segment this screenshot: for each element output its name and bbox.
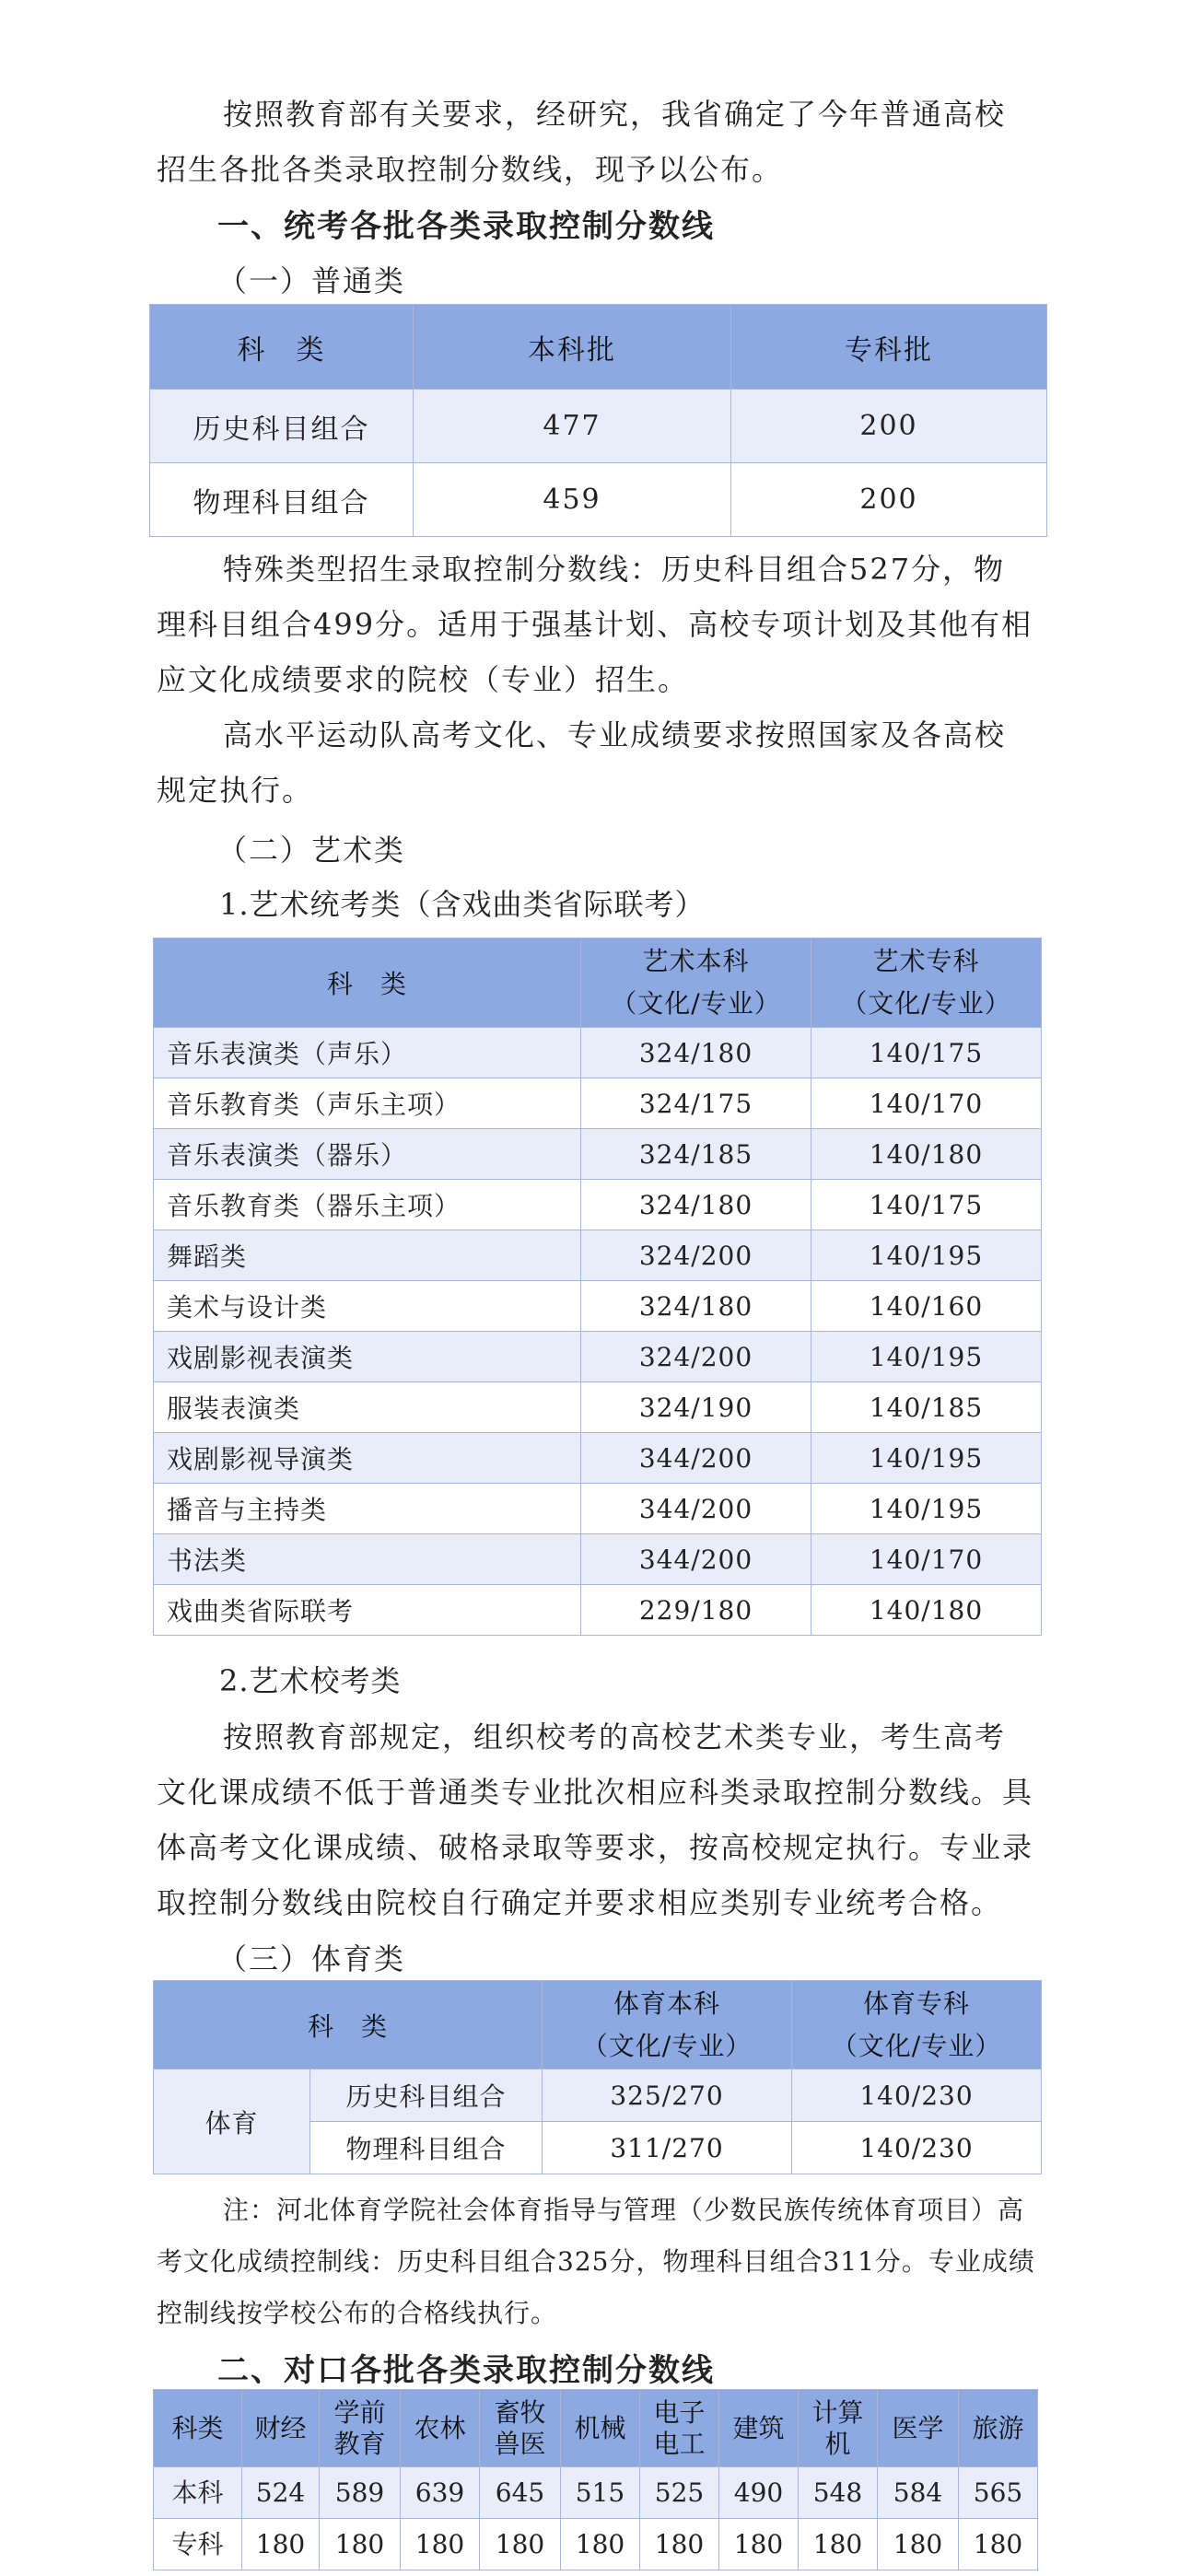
header-line: 兽医	[494, 2428, 546, 2459]
header-cell	[154, 2390, 242, 2467]
cell-score: 180	[401, 2519, 480, 2570]
cell-subject: 音乐表演类（声乐）	[154, 1028, 581, 1078]
cell-bachelor: 324/200	[581, 1332, 811, 1382]
cell-college: 140/175	[811, 1180, 1042, 1230]
cell-score: 524	[242, 2467, 320, 2519]
cell-subject: 戏剧影视表演类	[154, 1332, 581, 1382]
cell-college: 200	[731, 463, 1047, 537]
art-school-paragraph: 按照教育部规定，组织校考的高校艺术类专业，考生高考文化课成绩不低于普通类专业批次相应科类录取控制分数线。具体高考文化课成绩、破格录取等要求，按高校规定执行。专业录取控制分数线由院校自行确定并要求相应类别专业统考合格。	[157, 1719, 1034, 1920]
header-line: 机	[824, 2428, 851, 2459]
table-row	[154, 1433, 1042, 1484]
table-row	[154, 1484, 1042, 1534]
header-art-bachelor	[581, 938, 811, 1028]
cell-college: 140/185	[811, 1382, 1042, 1433]
cell-bachelor: 324/200	[581, 1230, 811, 1281]
cell-score: 515	[561, 2467, 640, 2519]
table-row	[154, 1129, 1042, 1180]
header-cell	[640, 2390, 719, 2467]
header-subject: 科 类	[150, 305, 414, 390]
cell-score: 180	[878, 2519, 959, 2570]
table-row	[154, 1028, 1042, 1078]
cell-score: 180	[480, 2519, 561, 2570]
header-line: 电工	[653, 2428, 706, 2459]
cell-score: 180	[320, 2519, 401, 2570]
table-header-row	[154, 2390, 1038, 2467]
cell-subject: 物理科目组合	[150, 463, 414, 537]
cell-college: 140/170	[811, 1078, 1042, 1129]
subsection-pe-title: （三）体育类	[217, 1941, 406, 1976]
cell-subject: 历史科目组合	[310, 2069, 543, 2122]
cell-college: 140/195	[811, 1332, 1042, 1382]
cell-college: 140/175	[811, 1028, 1042, 1078]
header-line: 教育	[333, 2428, 386, 2459]
cell-subject: 美术与设计类	[154, 1281, 581, 1332]
art-score-table	[153, 938, 1042, 1636]
cell-score: 180	[561, 2519, 640, 2570]
subsection-general-title: （一）普通类	[217, 263, 406, 298]
header-line: 医学	[892, 2412, 944, 2443]
header-line: （文化/专业）	[581, 2030, 753, 2061]
pe-score-table	[153, 1980, 1042, 2174]
header-line: 体育专科	[863, 1987, 971, 2019]
header-line: 科类	[171, 2412, 224, 2443]
section-1-title: 一、统考各批各类录取控制分数线	[217, 208, 715, 245]
cell-college: 140/195	[811, 1484, 1042, 1534]
cell-score: 589	[320, 2467, 401, 2519]
header-subject: 科 类	[154, 1981, 543, 2069]
cell-college: 140/195	[811, 1433, 1042, 1484]
header-college: 专科批	[731, 305, 1047, 390]
cell-subject: 音乐教育类（器乐主项）	[154, 1180, 581, 1230]
section-2-title: 二、对口各批各类录取控制分数线	[217, 2352, 715, 2389]
cell-subject: 物理科目组合	[310, 2122, 543, 2174]
cell-subject: 音乐教育类（声乐主项）	[154, 1078, 581, 1129]
pe-note: 注：河北体育学院社会体育指导与管理（少数民族传统体育项目）高考文化成绩控制线：历史科目组合325分，物理科目组合311分。专业成绩控制线按学校公布的合格线执行。	[157, 2195, 1035, 2328]
cell-score: 180	[959, 2519, 1038, 2570]
cell-level: 专科	[154, 2519, 242, 2570]
cell-bachelor: 344/200	[581, 1484, 811, 1534]
header-line: 体育本科	[613, 1987, 721, 2019]
cell-score: 565	[959, 2467, 1038, 2519]
table-header-row	[150, 305, 1047, 390]
cell-score: 525	[640, 2467, 719, 2519]
table-row	[150, 390, 1047, 463]
vocational-score-table	[153, 2389, 1038, 2570]
table-row	[154, 1281, 1042, 1332]
cell-subject: 音乐表演类（器乐）	[154, 1129, 581, 1180]
table-header-row	[154, 1981, 1042, 2069]
cell-bachelor: 324/175	[581, 1078, 811, 1129]
subsection-art-title: （二）艺术类	[217, 833, 406, 868]
cell-subject: 书法类	[154, 1534, 581, 1585]
header-cell	[401, 2390, 480, 2467]
cell-college: 140/180	[811, 1585, 1042, 1636]
table-header-row	[154, 938, 1042, 1028]
header-line: （文化/专业）	[831, 2030, 1002, 2061]
cell-bachelor: 344/200	[581, 1534, 811, 1585]
header-pe-bachelor	[543, 1981, 792, 2069]
cell-bachelor: 459	[414, 463, 731, 537]
cell-bachelor: 229/180	[581, 1585, 811, 1636]
header-line: 计算	[811, 2396, 864, 2428]
header-line: 艺术专科	[872, 946, 980, 976]
intro-paragraph: 按照教育部有关要求，经研究，我省确定了今年普通高校招生各批各类录取控制分数线，现予以公布。	[157, 97, 1007, 187]
header-art-college	[811, 938, 1042, 1028]
header-line: 财经	[254, 2412, 307, 2443]
table-row	[154, 1585, 1042, 1636]
header-line: 机械	[574, 2412, 626, 2443]
cell-bachelor: 477	[414, 390, 731, 463]
table-row	[154, 1534, 1042, 1585]
cell-bachelor: 325/270	[543, 2069, 792, 2122]
cell-subject: 播音与主持类	[154, 1484, 581, 1534]
pe-group-label: 体育	[154, 2069, 310, 2174]
header-line: 旅游	[972, 2412, 1024, 2443]
table-row	[154, 1180, 1042, 1230]
cell-college: 140/160	[811, 1281, 1042, 1332]
table-row	[154, 1230, 1042, 1281]
cell-score: 548	[799, 2467, 878, 2519]
cell-bachelor: 344/200	[581, 1433, 811, 1484]
header-bachelor: 本科批	[414, 305, 731, 390]
cell-subject: 历史科目组合	[150, 390, 414, 463]
cell-subject: 戏曲类省际联考	[154, 1585, 581, 1636]
sports-team-paragraph: 高水平运动队高考文化、专业成绩要求按照国家及各高校规定执行。	[157, 717, 1007, 808]
table-row	[150, 463, 1047, 537]
art-unified-title: 1.艺术统考类（含戏曲类省际联考）	[219, 887, 706, 922]
art-school-title: 2.艺术校考类	[219, 1663, 402, 1698]
table-row	[154, 1382, 1042, 1433]
header-cell	[799, 2390, 878, 2467]
header-line: 电子	[653, 2396, 706, 2428]
header-line: 建筑	[732, 2412, 785, 2443]
cell-score: 584	[878, 2467, 959, 2519]
header-line: （文化/专业）	[611, 988, 781, 1019]
cell-college: 140/230	[792, 2069, 1042, 2122]
cell-college: 140/170	[811, 1534, 1042, 1585]
cell-score: 180	[242, 2519, 320, 2570]
header-line: 学前	[333, 2396, 386, 2428]
header-cell	[242, 2390, 320, 2467]
cell-score: 639	[401, 2467, 480, 2519]
cell-bachelor: 324/180	[581, 1281, 811, 1332]
header-line: 艺术本科	[642, 946, 750, 976]
cell-college: 140/195	[811, 1230, 1042, 1281]
cell-score: 180	[799, 2519, 878, 2570]
general-score-table	[149, 304, 1047, 537]
header-cell	[320, 2390, 401, 2467]
header-line: （文化/专业）	[841, 988, 1011, 1019]
cell-college: 140/230	[792, 2122, 1042, 2174]
header-cell	[878, 2390, 959, 2467]
special-type-paragraph: 特殊类型招生录取控制分数线：历史科目组合527分，物理科目组合499分。适用于强基计划、高校专项计划及其他有相应文化成绩要求的院校（专业）招生。	[157, 552, 1033, 697]
cell-college: 140/180	[811, 1129, 1042, 1180]
table-row	[154, 2467, 1038, 2519]
header-pe-college	[792, 1981, 1042, 2069]
table-row	[154, 2519, 1038, 2570]
header-cell	[959, 2390, 1038, 2467]
cell-bachelor: 324/180	[581, 1180, 811, 1230]
cell-score: 180	[640, 2519, 719, 2570]
header-cell	[561, 2390, 640, 2467]
cell-bachelor: 324/190	[581, 1382, 811, 1433]
cell-subject: 服装表演类	[154, 1382, 581, 1433]
cell-score: 490	[719, 2467, 799, 2519]
table-row	[154, 1078, 1042, 1129]
cell-bachelor: 311/270	[543, 2122, 792, 2174]
cell-score: 180	[719, 2519, 799, 2570]
cell-bachelor: 324/180	[581, 1028, 811, 1078]
header-line: 农林	[414, 2412, 466, 2443]
header-cell	[719, 2390, 799, 2467]
cell-college: 200	[731, 390, 1047, 463]
table-row	[154, 1332, 1042, 1382]
header-cell	[480, 2390, 561, 2467]
cell-subject: 舞蹈类	[154, 1230, 581, 1281]
header-line: 畜牧	[494, 2396, 546, 2428]
header-subject: 科 类	[154, 938, 581, 1028]
cell-level: 本科	[154, 2467, 242, 2519]
table-row	[154, 2069, 1042, 2122]
cell-bachelor: 324/185	[581, 1129, 811, 1180]
cell-subject: 戏剧影视导演类	[154, 1433, 581, 1484]
cell-score: 645	[480, 2467, 561, 2519]
